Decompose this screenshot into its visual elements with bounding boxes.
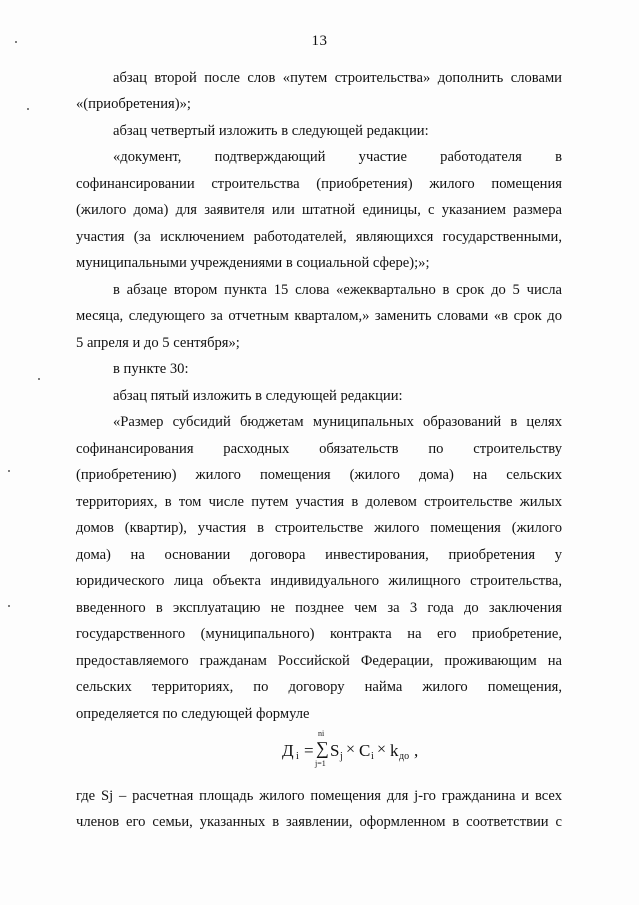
formula-times: ×: [346, 741, 356, 758]
formula-c: C: [359, 741, 371, 760]
formula-s: S: [330, 741, 340, 760]
text-line: «(приобретения)»;: [76, 96, 191, 112]
text-line: в пункте 30:: [113, 361, 189, 377]
sum-upper: ni: [318, 729, 325, 738]
formula-k-sub: до: [399, 751, 410, 762]
text-line: 5 апреля и до 5 сентября»;: [76, 335, 240, 351]
formula-tail: ,: [414, 741, 419, 760]
text-line: абзац второй после слов «путем строительства» дополнить словами: [113, 70, 562, 86]
formula-equals: =: [304, 741, 314, 760]
formula-lhs-sub: i: [296, 751, 299, 762]
scan-speck: [27, 108, 29, 110]
formula-lhs: Д: [282, 741, 294, 760]
text-line: абзац пятый изложить в следующей редакции:: [113, 388, 403, 404]
scan-speck: [15, 41, 17, 43]
formula-times: ×: [377, 741, 387, 758]
sigma-symbol: ∑: [316, 738, 329, 758]
scan-speck: [8, 605, 10, 607]
text-line: (жилого дома) для заявителя или штатной единицы, с указанием размера: [76, 202, 562, 218]
text-line: софинансирования расходных обязательств по строительству: [76, 441, 562, 457]
text-line: сельских территориях, по договору найма жилого помещения,: [76, 679, 562, 695]
text-line: участия (за исключением работодателей, являющихся государственными,: [76, 229, 562, 245]
text-line: государственного (муниципального) контракта на его приобретение,: [76, 626, 562, 642]
scan-speck: [38, 378, 40, 380]
formula-k: k: [390, 741, 399, 760]
text-line: введенного в эксплуатацию не позднее чем за 3 года до заключения: [76, 600, 562, 616]
text-line: софинансировании строительства (приобретения) жилого помещения: [76, 176, 562, 192]
formula: [0, 729, 639, 772]
text-line: территориях, в том числе путем участия в долевом строительстве жилых: [76, 494, 562, 510]
sum-lower: j=1: [315, 759, 326, 768]
text-line: в абзаце втором пункта 15 слова «ежеквартально в срок до 5 числа: [113, 282, 562, 298]
text-line: муниципальными учреждениями в социальной сфере);»;: [76, 255, 430, 271]
scan-speck: [8, 470, 10, 472]
text-line: дома) на основании договора инвестирования, приобретения у: [76, 547, 562, 563]
text-line: определяется по следующей формуле: [76, 706, 310, 722]
formula-s-sub: j: [340, 751, 343, 762]
text-line: (приобретению) жилого помещения (жилого дома) на сельских: [76, 467, 562, 483]
text-line: где Sj – расчетная площадь жилого помещения для j-го гражданина и всех: [76, 788, 562, 804]
page-number: 13: [311, 33, 328, 49]
text-line: месяца, следующего за отчетным кварталом,» заменить словами «в срок до: [76, 308, 562, 324]
text-line: домов (квартир), участия в строительстве жилого помещения (жилого: [76, 520, 562, 536]
text-line: «документ, подтверждающий участие работодателя в: [113, 149, 562, 165]
text-line: юридического лица объекта индивидуального жилищного строительства,: [76, 573, 562, 589]
text-line: «Размер субсидий бюджетам муниципальных образований в целях: [113, 414, 562, 430]
text-line: предоставляемого гражданам Российской Федерации, проживающим на: [76, 653, 562, 669]
formula-c-sub: i: [371, 751, 374, 762]
text-line: абзац четвертый изложить в следующей редакции:: [113, 123, 429, 139]
text-line: членов его семьи, указанных в заявлении, оформленном в соответствии с: [76, 814, 562, 830]
